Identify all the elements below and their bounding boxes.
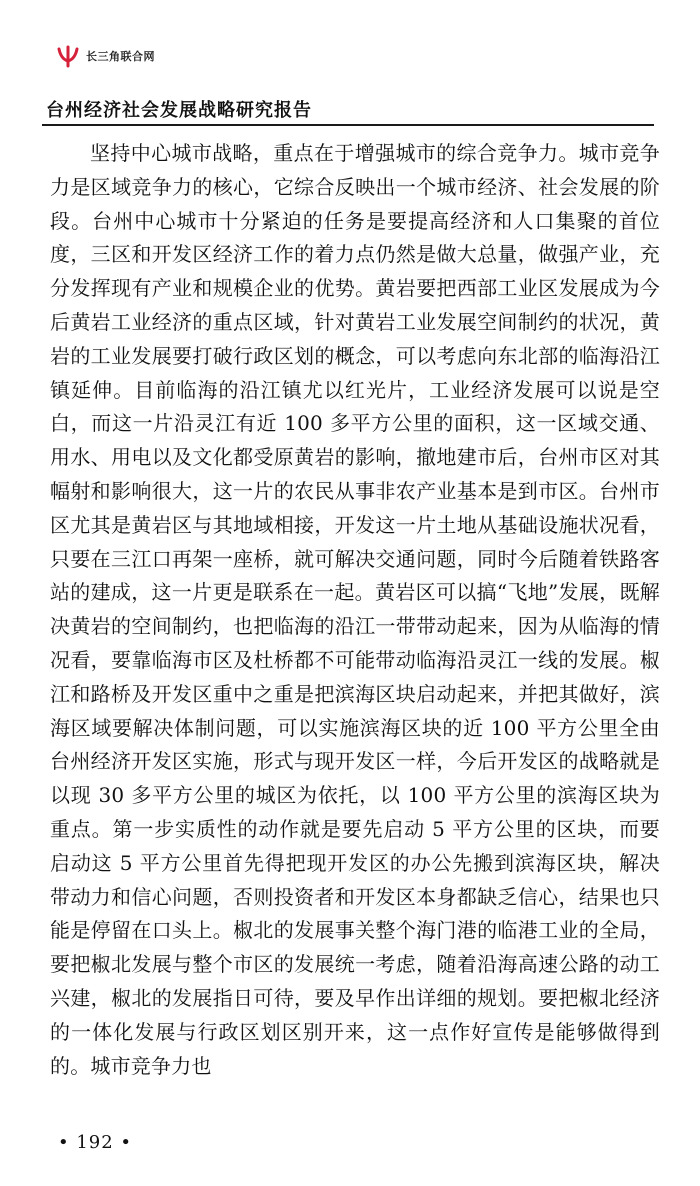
brand-logo	[56, 44, 155, 68]
brand-name: 长三角联合网	[86, 50, 155, 63]
header-divider	[42, 124, 654, 126]
yrd-logo-icon	[56, 44, 80, 68]
body-paragraph: 坚持中心城市战略，重点在于增强城市的综合竞争力。城市竞争力是区域竞争力的核心，它综合反映出一个城市经济、社会发展的阶段。台州中心城市十分紧迫的任务是要提高经济和人口集聚的首位度，三区和开发区经济工作的着力点仍然是做大总量，做强产业，充分发挥现有产业和规模企业的优势。黄岩要把西部工业区发展成为今后黄岩工业经济的重点区域，针对黄岩工业发展空间制约的状况，黄岩的工业发展要打破行政区划的概念，可以考虑向东北部的临海沿江镇延伸。目前临海的沿江镇尤以红光片，工业经济发展可以说是空白，而这一片沿灵江有近 100 多平方公里的面积，这一区域交通、用水、用电以及文化都受原黄岩的影响，撤地建市后，台州市区对其幅射和影响很大，这一片的农民从事非农产业基本是到市区。台州市区尤其是黄岩区与其地域相接，开发这一片土地从基础设施状况看，只要在三江口再架一座桥，就可解决交通问题，同时今后随着铁路客站的建成，这一片更是联系在一起。黄岩区可以搞“飞地”发展，既解决黄岩的空间制约，也把临海的沿江一带带动起来，因为从临海的情况看，要靠临海市区及杜桥都不可能带动临海沿灵江一线的发展。椒江和路桥及开发区重中之重是把滨海区块启动起来，并把其做好，滨海区域要解决体制问题，可以实施滨海区块的近 100 平方公里全由台州经济开发区实施，形式与现开发区一样，今后开发区的战略就是以现 30 多平方公里的城区为依托，以 100 平方公里的滨海区块为重点。第一步实质性的动作就是要先启动 5 平方公里的区块，而要启动这 5 平方公里首先得把现开发区的办公先搬到滨海区块，解决带动力和信心问题，否则投资者和开发区本身都缺乏信心，结果也只能是停留在口头上。椒北的发展事关整个海门港的临港工业的全局，要把椒北发展与整个市区的发展统一考虑，随着沿海高速公路的动工兴建，椒北的发展指日可待，要及早作出详细的规划。要把椒北经济的一体化发展与行政区划区别开来，这一点作好宣传是能够做得到的。城市竞争力也	[50, 141, 660, 1078]
running-header-title: 台州经济社会发展战略研究报告	[46, 100, 312, 121]
page-number: • 192 •	[58, 1132, 133, 1153]
